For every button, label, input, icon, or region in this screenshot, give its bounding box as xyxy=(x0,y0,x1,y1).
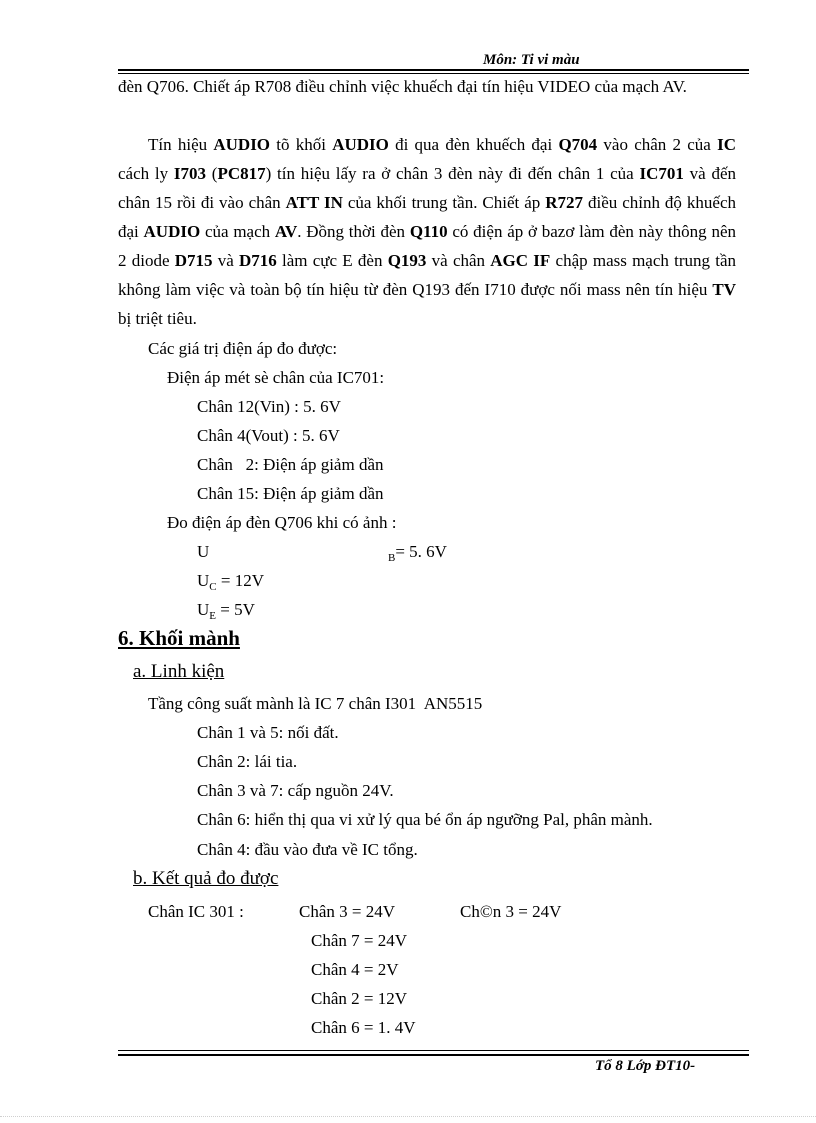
footer-rule-thin xyxy=(118,1050,749,1051)
uc-value: $U_C = 12V$ xyxy=(197,571,264,593)
ic301-value: Chân 6 = 1. 4V xyxy=(311,1018,416,1037)
ub-value: $_B$= 5. 6V xyxy=(388,542,447,564)
pin-line: Chân 4: đầu vào đưa về IC tổng. xyxy=(197,840,418,859)
pin-line: Chân 2: lái tia. xyxy=(197,752,298,771)
header-rule xyxy=(118,69,749,71)
page-edge-dots xyxy=(0,1116,816,1117)
q706-title: Đo điện áp đèn Q706 khi có ảnh : xyxy=(167,513,397,532)
ic301-extra-value: Ch©n 3 = 24V xyxy=(460,902,562,921)
intro-paragraph: đèn Q706. Chiết áp R708 điều chỉnh việc khuếch đại tín hiệu VIDEO của mạch AV. xyxy=(118,77,687,96)
pin-line: Chân 1 và 5: nối đất. xyxy=(197,723,339,742)
page-header-subject: Môn: Ti vi màu xyxy=(483,52,580,68)
ic701-line: Chân 15: Điện áp giảm dần xyxy=(197,484,384,503)
section-a-intro: Tầng công suất mành là IC 7 chân I301 AN5515 xyxy=(148,694,483,713)
ic701-line: Chân 4(Vout) : 5. 6V xyxy=(197,426,340,445)
ic301-value: Chân 4 = 2V xyxy=(311,960,399,979)
section-b-heading: b. Kết quả đo được xyxy=(133,868,279,889)
ic301-value: Chân 2 = 12V xyxy=(311,989,407,1008)
ic701-line: Chân 2: Điện áp giảm dần xyxy=(197,455,384,474)
ic701-line: Chân 12(Vin) : 5. 6V xyxy=(197,397,341,416)
ic301-label: Chân IC 301 : xyxy=(148,902,244,921)
pin-line: Chân 6: hiển thị qua vi xử lý qua bé ổn áp ngưỡng Pal, phân mành. xyxy=(197,810,653,829)
ic301-first-value: Chân 3 = 24V xyxy=(299,902,395,921)
ic701-title: Điện áp mét sè chân của IC701: xyxy=(167,368,385,387)
audio-paragraph: Tín hiệu AUDIO tõ khối AUDIO đi qua đèn khuếch đại Q704 vào chân 2 của IC cách ly I703 (PC817) tín hiệu lấy ra ở chân 3 đèn này đi đến chân 1 của IC701 và đến chân 15 rồi đi vào chân ATT IN của khối trung tần. Chiết áp R727 điều chỉnh độ khuếch đại AUDIO của mạch AV. Đồng thời đèn Q110 có điện áp ở bazơ làm đèn này thông nên 2 diode D715 và D716 làm cực E đèn Q193 và chân AGC IF chập mass mạch trung tần không làm việc và toàn bộ tín hiệu từ đèn Q193 đến I710 được nối mass nên tín hiệu TV bị triệt tiêu. xyxy=(118,135,737,328)
ue-value: $U_E = 5V$ xyxy=(197,600,255,622)
measured-intro: Các giá trị điện áp đo được: xyxy=(148,339,338,358)
ic301-value: Chân 7 = 24V xyxy=(311,931,407,950)
ub-label: U xyxy=(197,542,210,561)
footer-rule xyxy=(118,1054,749,1056)
section-a-heading: a. Linh kiện xyxy=(133,661,225,682)
pin-line: Chân 3 và 7: cấp nguồn 24V. xyxy=(197,781,394,800)
section-6-heading: 6. Khối mành xyxy=(118,626,240,650)
page-footer: Tổ 8 Lớp ĐT10- xyxy=(595,1058,696,1074)
